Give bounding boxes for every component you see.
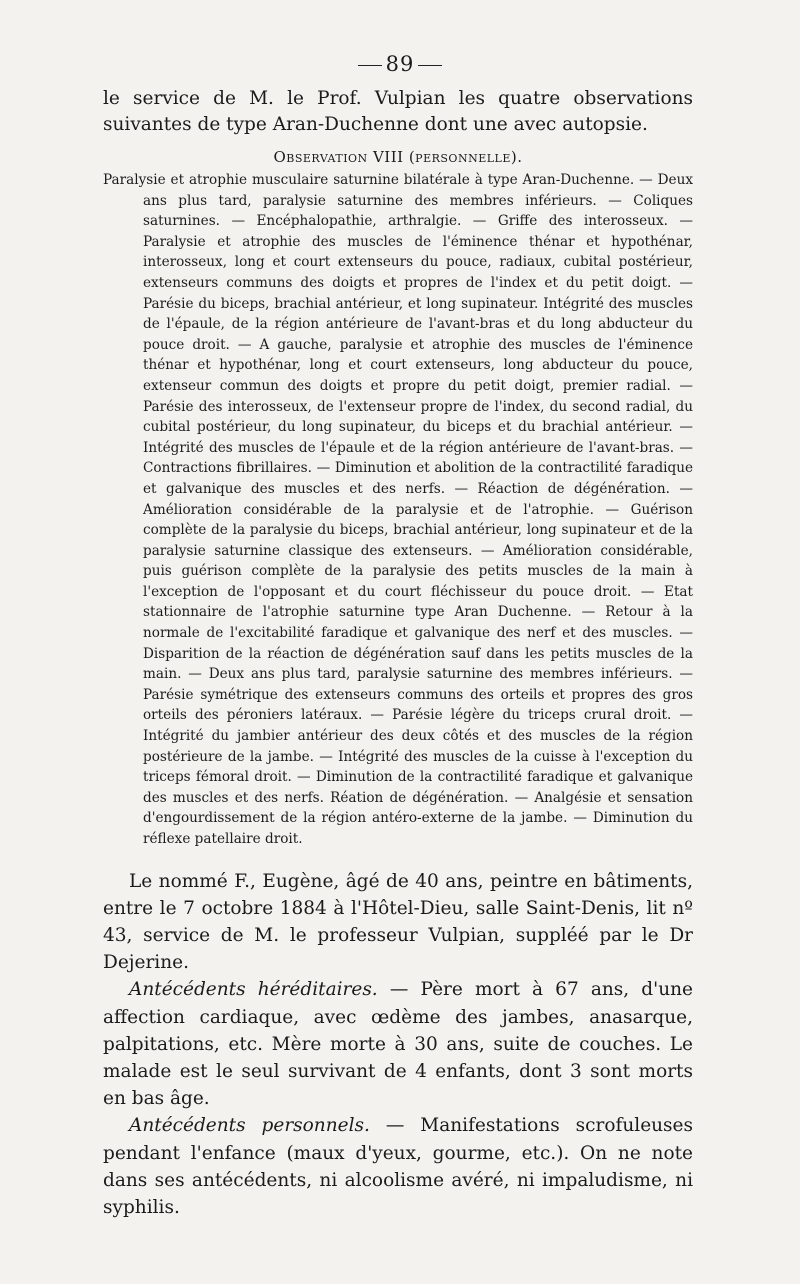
personal-label: Antécédents personnels. <box>129 1115 370 1137</box>
page-number-rule-left <box>358 65 382 66</box>
page-body <box>103 86 693 1221</box>
intro-paragraph: le service de M. le Prof. Vulpian les quatre observations suivantes de type Aran-Duchenne dont une avec autopsie. <box>103 88 693 135</box>
page-number-rule-right <box>418 65 442 66</box>
page-number-text: 89 <box>385 52 415 76</box>
case-paragraph-personal <box>103 1112 693 1221</box>
case-paragraph-admission: Le nommé F., Eugène, âgé de 40 ans, peintre en bâtiments, entre le 7 octobre 1884 à l'Hôtel-Dieu, salle Saint-Denis, lit nº 43, service de M. le professeur Vulpian, suppléé par le Dr Dejerine. <box>103 870 693 974</box>
observation-summary: Paralysie et atrophie musculaire saturnine bilatérale à type Aran-Duchenne. — Deux ans plus tard, paralysie saturnine des membres inférieurs. — Coliques saturnines. — Encéphalopathie, arthralgie. — Griffe des interosseux. — Paralysie et atrophie des muscles de l'éminence thénar et hypothénar, interosseux, long et court extenseurs du pouce, radiaux, cubital postérieur, extenseurs communs des doigts et propres de l'index et du petit doigt. — Parésie du biceps, brachial antérieur, et long supinateur. Intégrité des muscles de l'épaule, de la région antérieure de l'avant-bras et du long abducteur du pouce droit. — A gauche, paralysie et atrophie des muscles de l'éminence thénar et hypothénar, long et court extenseurs, long abducteur du pouce, extenseur commun des doigts et propre du petit doigt, premier radial. — Parésie des interosseux, de l'extenseur propre de l'index, du second radial, du cubital postérieur, du long supinateur, du biceps et du brachial antérieur. — Intégrité des muscles de l'épaule et de la région antérieure de l'avant-bras. — Contractions fibrillaires. — Diminution et abolition de la contractilité faradique et galvanique des muscles et des nerfs. — Réaction de dégénération. — Amélioration considérable de la paralysie et de l'atrophie. — Guérison complète de la paralysie du biceps, brachial antérieur, long supinateur et de la paralysie saturnine classique des extenseurs. — Amélioration considérable, puis guérison complète de la paralysie des petits muscles de la main à l'exception de l'opposant et du court fléchisseur du pouce droit. — Etat stationnaire de l'atrophie saturnine type Aran Duchenne. — Retour à la normale de l'excitabilité faradique et galvanique des nerf et des muscles. — Disparition de la réaction de dégénération sauf dans les petits muscles de la main. — Deux ans plus tard, paralysie saturnine des membres inférieurs. — Parésie symétrique des extenseurs communs des orteils et propres des gros orteils des péroniers latéraux. — Parésie légère du triceps crural droit. — Intégrité du jambier antérieur des deux côtés et des muscles de la région postérieure de la jambe. — Intégrité des muscles de la cuisse à l'exception du triceps fémoral droit. — Diminution de la contractilité faradique et galvanique des muscles et des nerfs. Réation de dégénération. — Analgésie et sensation d'engourdissement de la région antéro-externe de la jambe. — Diminution du réflexe patellaire droit. <box>103 172 693 847</box>
page-number <box>0 52 800 76</box>
case-paragraph-hereditary <box>103 976 693 1112</box>
hereditary-label: Antécédents héréditaires. <box>129 979 378 1001</box>
hereditary-text: — Père mort à 67 ans, d'une affection cardiaque, avec œdème des jambes, anasarque, palpitations, etc. Mère morte à 30 ans, suite de couches. Le malade est le seul survivant de 4 enfants, dont 3 sont morts en bas âge. <box>103 979 693 1110</box>
observation-title: Observation VIII (personnelle). <box>273 148 523 166</box>
personal-text: — Manifestations scrofuleuses pendant l'enfance (maux d'yeux, gourme, etc.). On ne note dans ses antécédents, ni alcoolisme avéré, ni impaludisme, ni syphilis. <box>103 1115 693 1219</box>
